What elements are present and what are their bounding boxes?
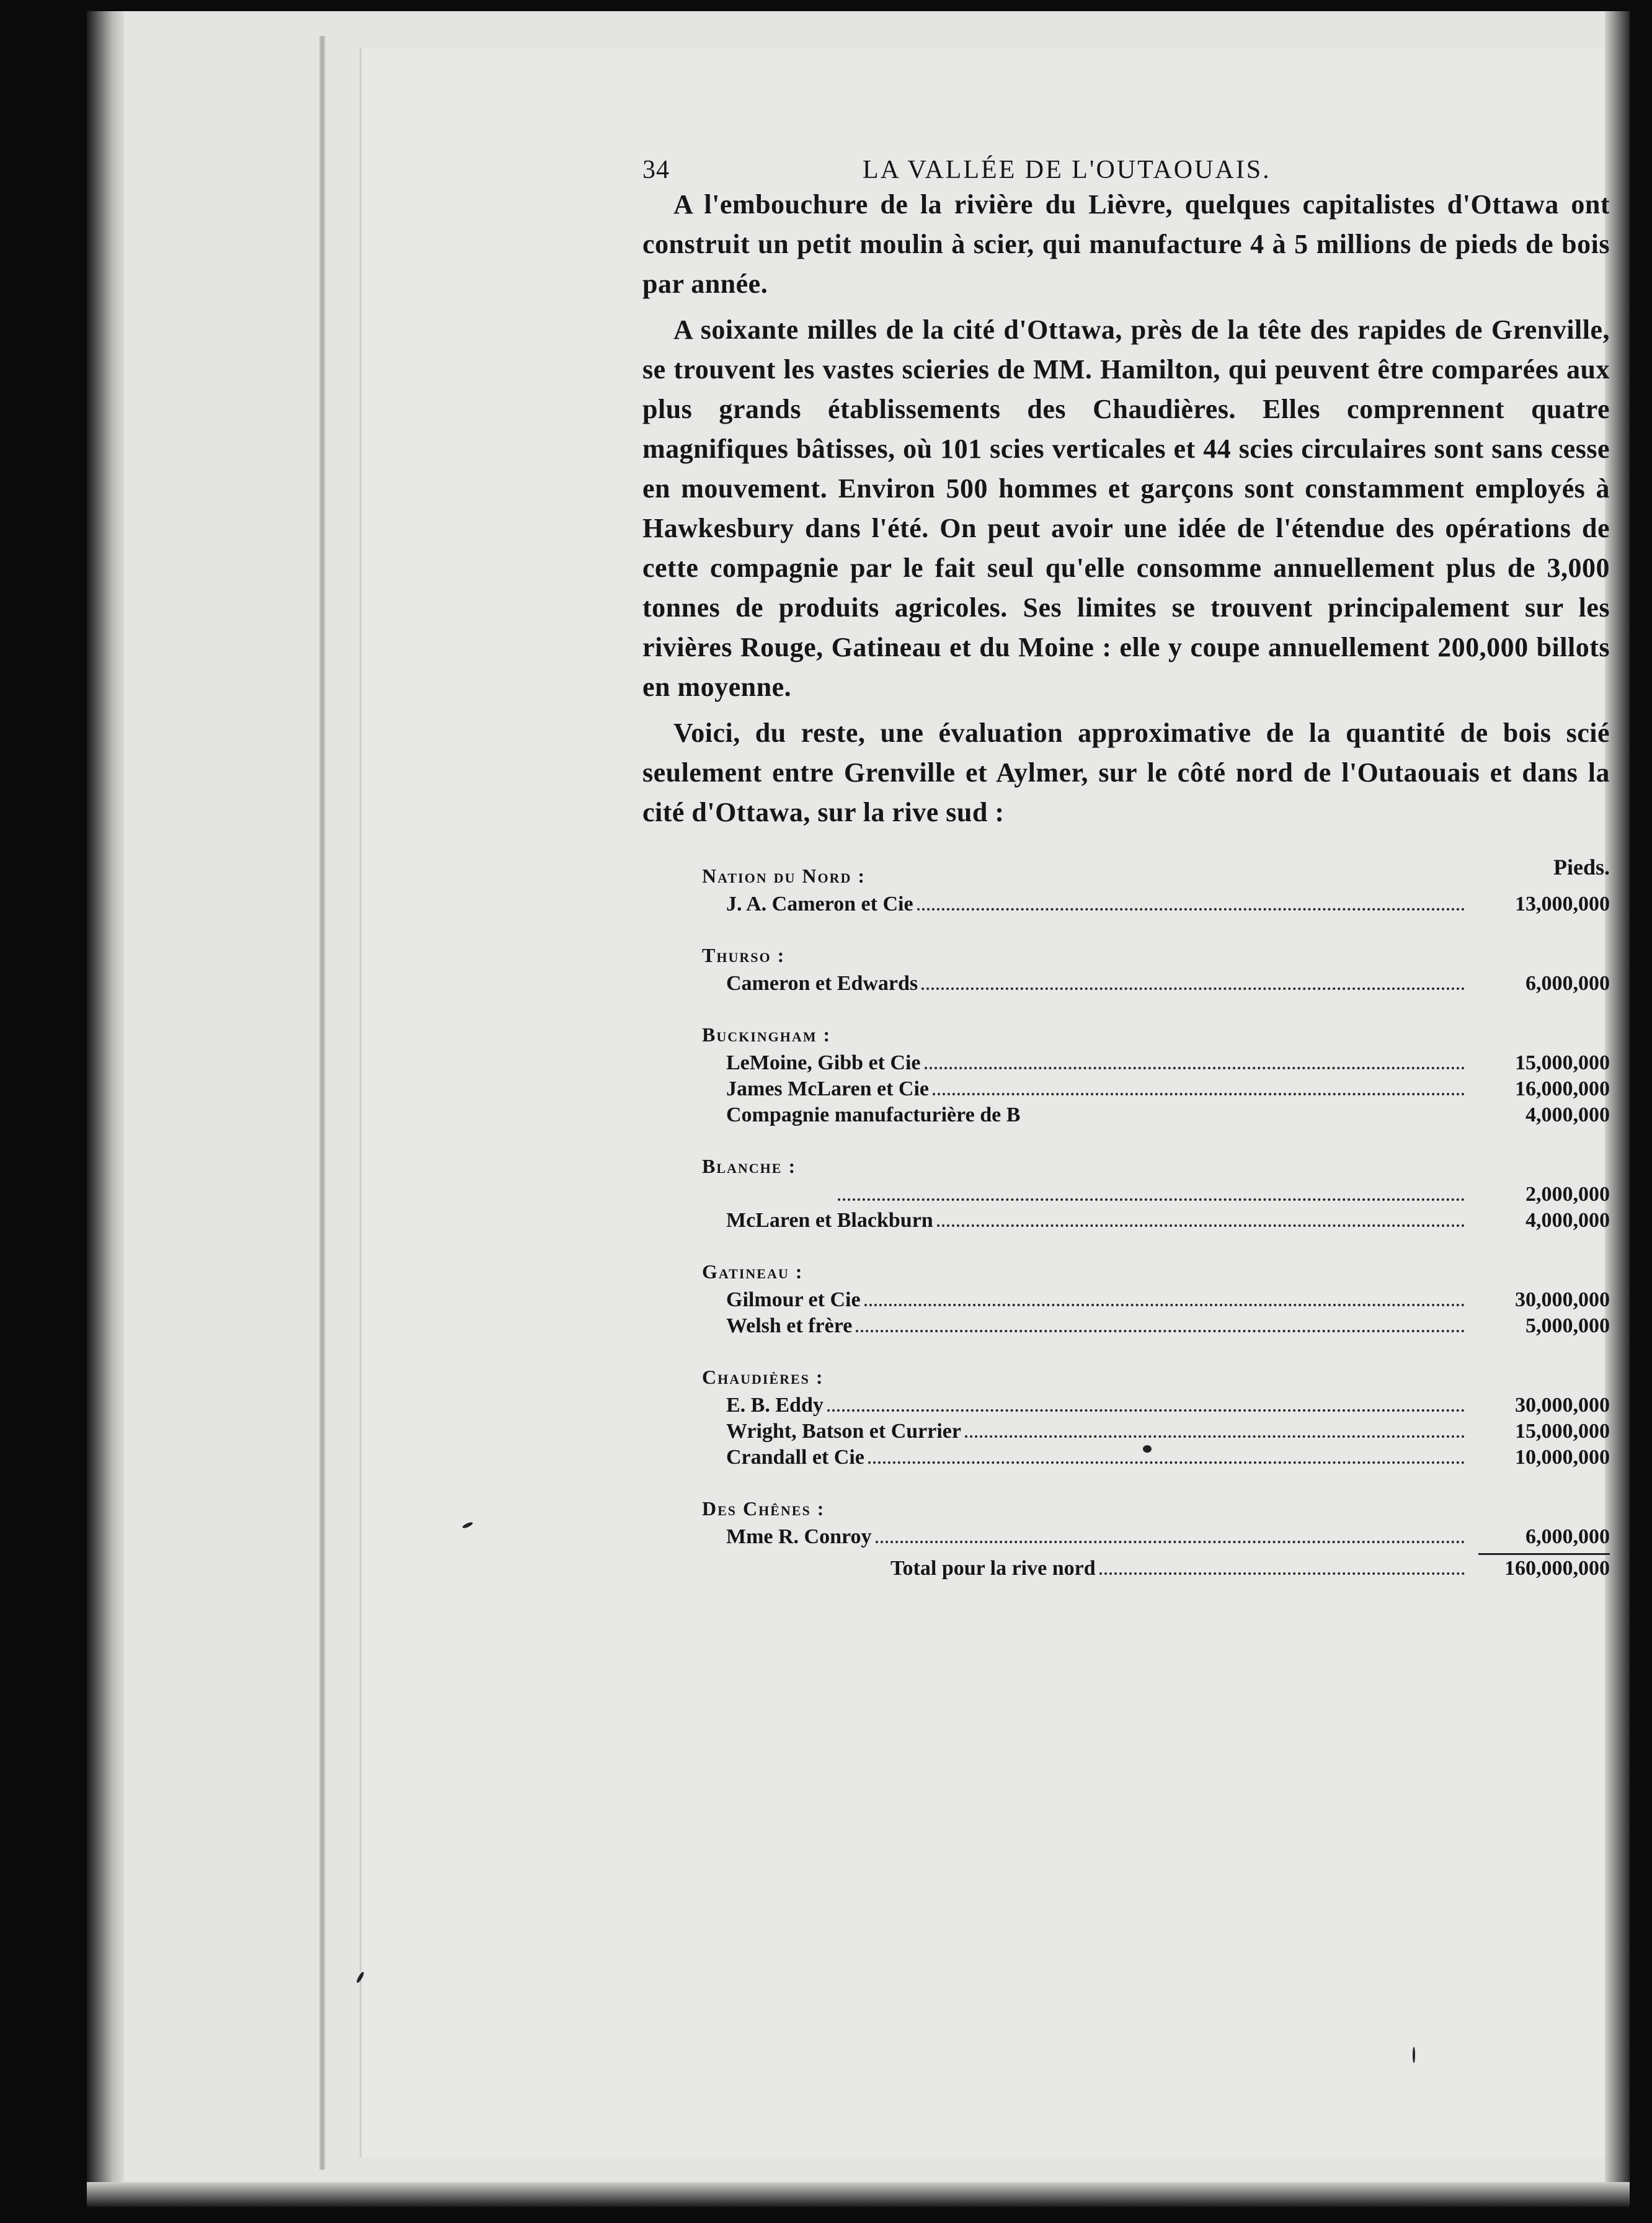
table-row	[642, 1444, 1610, 1470]
table-group	[642, 933, 1610, 996]
row-name: Wright, Batson et Currier	[726, 1420, 961, 1443]
table-row	[642, 1102, 1610, 1128]
dot-leader	[1024, 1119, 1465, 1121]
unit-label: Pieds.	[1553, 855, 1610, 880]
row-value: 5,000,000	[1525, 1314, 1610, 1337]
row-value: 6,000,000	[1525, 1525, 1610, 1548]
row-name: J. A. Cameron et Cie	[726, 893, 913, 915]
row-value: 2,000,000	[1525, 1183, 1610, 1206]
lumber-table	[642, 853, 1610, 1584]
book-spine-shadow	[319, 36, 326, 2170]
row-value: 16,000,000	[1515, 1077, 1610, 1100]
group-title: Gatineau :	[702, 1260, 804, 1283]
total-value: 160,000,000	[1478, 1553, 1610, 1582]
row-name: Crandall et Cie	[726, 1446, 864, 1469]
page-number: 34	[642, 156, 670, 184]
table-group	[642, 1486, 1610, 1549]
scan-speck	[1413, 2047, 1415, 2063]
page-bottom-edge	[87, 2182, 1630, 2207]
running-title: LA VALLÉE DE L'OUTAOUAIS.	[863, 156, 1271, 184]
dot-leader	[827, 1409, 1465, 1412]
row-name: Gilmour et Cie	[726, 1288, 861, 1311]
total-row	[642, 1553, 1610, 1584]
dot-leader	[965, 1435, 1465, 1438]
table-row	[642, 1286, 1610, 1312]
total-label: Total pour la rive nord	[890, 1557, 1096, 1580]
dot-leader	[876, 1541, 1465, 1543]
row-name: James McLaren et Cie	[726, 1077, 929, 1100]
row-name: Mme R. Conroy	[726, 1525, 872, 1548]
table-group	[642, 1144, 1610, 1233]
page-left-edge	[87, 11, 124, 2207]
row-name: Welsh et frère	[726, 1314, 853, 1337]
table-group	[642, 853, 1610, 917]
group-title: Chaudières :	[702, 1366, 824, 1388]
row-name: E. B. Eddy	[726, 1394, 824, 1417]
table-row	[642, 1392, 1610, 1418]
row-value: 4,000,000	[1525, 1209, 1610, 1232]
table-group	[642, 1012, 1610, 1128]
page-content	[642, 135, 1610, 1584]
table-row	[642, 1523, 1610, 1549]
row-value: 15,000,000	[1515, 1051, 1610, 1074]
row-name: Compagnie manufacturière de B	[726, 1103, 1021, 1126]
group-title: Buckingham :	[702, 1023, 832, 1046]
group-title: Nation du Nord :	[702, 865, 866, 887]
table-row	[642, 891, 1610, 917]
table-row	[642, 1049, 1610, 1076]
page-header	[642, 135, 1610, 185]
paragraph: A l'embouchure de la rivière du Lièvre, quelques capitalistes d'Ottawa ont construit un petit moulin à scier, qui manufacture 4 à 5 millions de pieds de bois par année.	[642, 189, 1610, 299]
dot-leader	[921, 987, 1465, 990]
group-title: Blanche :	[702, 1155, 797, 1177]
row-name: Cameron et Edwards	[726, 972, 918, 995]
dot-leader	[937, 1224, 1465, 1227]
table-group	[642, 1355, 1610, 1470]
dot-leader	[864, 1304, 1465, 1306]
dot-leader	[856, 1330, 1465, 1332]
row-value: 4,000,000	[1525, 1103, 1610, 1126]
table-row	[642, 1181, 1610, 1207]
dot-leader	[1099, 1572, 1465, 1575]
group-title: Thurso :	[702, 944, 786, 966]
dot-leader	[925, 1067, 1465, 1069]
dot-leader	[933, 1093, 1465, 1095]
row-value: 13,000,000	[1515, 893, 1610, 915]
dot-leader	[917, 908, 1465, 911]
dot-leader	[868, 1461, 1465, 1464]
row-value: 6,000,000	[1525, 972, 1610, 995]
row-value: 30,000,000	[1515, 1394, 1610, 1417]
scan-speck	[1143, 1445, 1152, 1453]
group-title: Des Chênes :	[702, 1497, 825, 1520]
table-group	[642, 1249, 1610, 1339]
row-value: 15,000,000	[1515, 1420, 1610, 1443]
table-row	[642, 1418, 1610, 1444]
table-row	[642, 970, 1610, 996]
paragraph: A soixante milles de la cité d'Ottawa, près de la tête des rapides de Grenville, se trouvent les vastes scieries de MM. Hamilton, qui peuvent être comparées aux plus grands établissements des Chaudières. Elles comprennent quatre magnifiques bâtisses, où 101 scies verticales et 44 scies circulaires sont sans cesse en mouvement. Environ 500 hommes et garçons sont constamment employés à Hawkesbury dans l'été. On peut avoir une idée de l'étendue des opérations de cette compagnie par le fait seul qu'elle consomme annuellement plus de 3,000 tonnes de produits agricoles. Ses limites se trouvent principalement sur les rivières Rouge, Gatineau et du Moine : elle y coupe annuellement 200,000 billots en moyenne.	[642, 314, 1610, 702]
dot-leader	[838, 1198, 1465, 1201]
row-value: 30,000,000	[1515, 1288, 1610, 1311]
row-name: LeMoine, Gibb et Cie	[726, 1051, 921, 1074]
table-row	[642, 1207, 1610, 1233]
row-value: 10,000,000	[1515, 1446, 1610, 1469]
table-row	[642, 1076, 1610, 1102]
row-name: McLaren et Blackburn	[726, 1209, 933, 1232]
paragraph: Voici, du reste, une évaluation approximative de la quantité de bois scié seulement entre Grenville et Aylmer, sur le côté nord de l'Outaouais et dans la cité d'Ottawa, sur la rive sud :	[642, 718, 1610, 827]
table-row	[642, 1312, 1610, 1339]
